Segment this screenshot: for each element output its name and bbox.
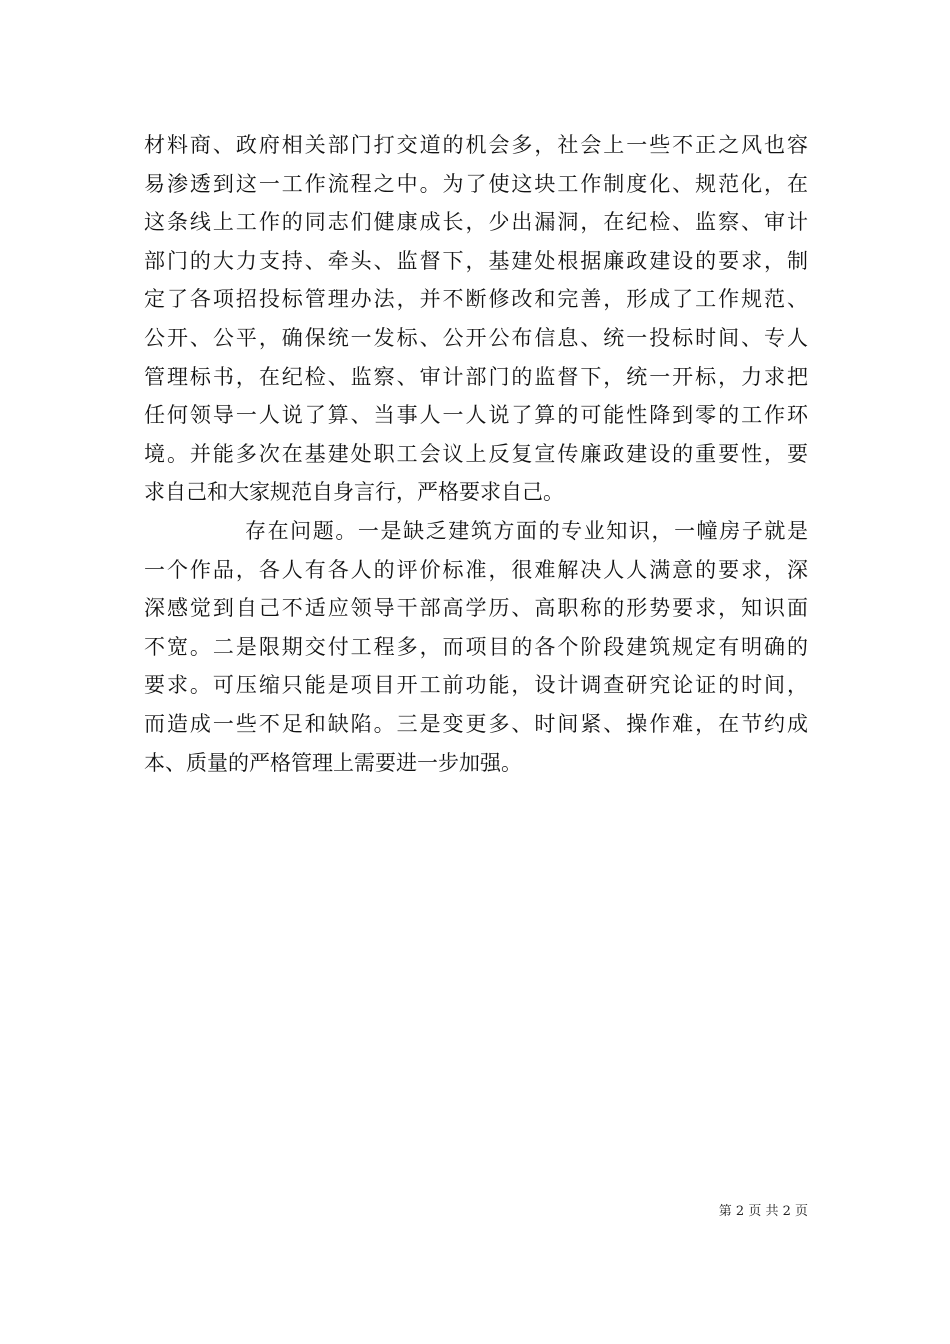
text-line: 一个作品，各人有各人的评价标准，很难解决人人满意的要求，深 xyxy=(144,557,808,582)
text-line: 深感觉到自己不适应领导干部高学历、高职称的形势要求，知识面 xyxy=(144,596,808,621)
text-line: 求自己和大家规范自身言行，严格要求自己。 xyxy=(144,480,564,505)
text-line: 境。并能多次在基建处职工会议上反复宣传廉政建设的重要性，要 xyxy=(144,441,808,466)
text-line: 任何领导一人说了算、当事人一人说了算的可能性降到零的工作环 xyxy=(144,403,808,428)
text-line: 要求。可压缩只能是项目开工前功能，设计调查研究论证的时间， xyxy=(144,673,808,698)
text-line: 材料商、政府相关部门打交道的机会多，社会上一些不正之风也容 xyxy=(144,133,808,157)
text-line: 而造成一些不足和缺陷。三是变更多、时间紧、操作难，在节约成 xyxy=(144,711,808,736)
text-line: 管理标书，在纪检、监察、审计部门的监督下，统一开标，力求把 xyxy=(144,364,808,389)
text-line: 易渗透到这一工作流程之中。为了使这块工作制度化、规范化，在 xyxy=(144,171,808,196)
paragraph-1 xyxy=(144,126,808,512)
text-line: 本、质量的严格管理上需要进一步加强。 xyxy=(144,750,522,775)
text-line: 存在问题。一是缺乏建筑方面的专业知识，一幢房子就是 xyxy=(245,518,808,543)
document-body xyxy=(144,126,808,782)
text-line: 部门的大力支持、牵头、监督下，基建处根据廉政建设的要求，制 xyxy=(144,248,808,273)
text-line: 不宽。二是限期交付工程多，而项目的各个阶段建筑规定有明确的 xyxy=(144,634,808,659)
text-line: 公开、公平，确保统一发标、公开公布信息、统一投标时间、专人 xyxy=(144,325,808,350)
text-line: 这条线上工作的同志们健康成长，少出漏洞，在纪检、监察、审计 xyxy=(144,210,808,235)
paragraph-2 xyxy=(144,512,808,782)
text-line: 定了各项招投标管理办法，并不断修改和完善，形成了工作规范、 xyxy=(144,287,808,312)
page-number: 第 2 页 共 2 页 xyxy=(718,1204,808,1219)
